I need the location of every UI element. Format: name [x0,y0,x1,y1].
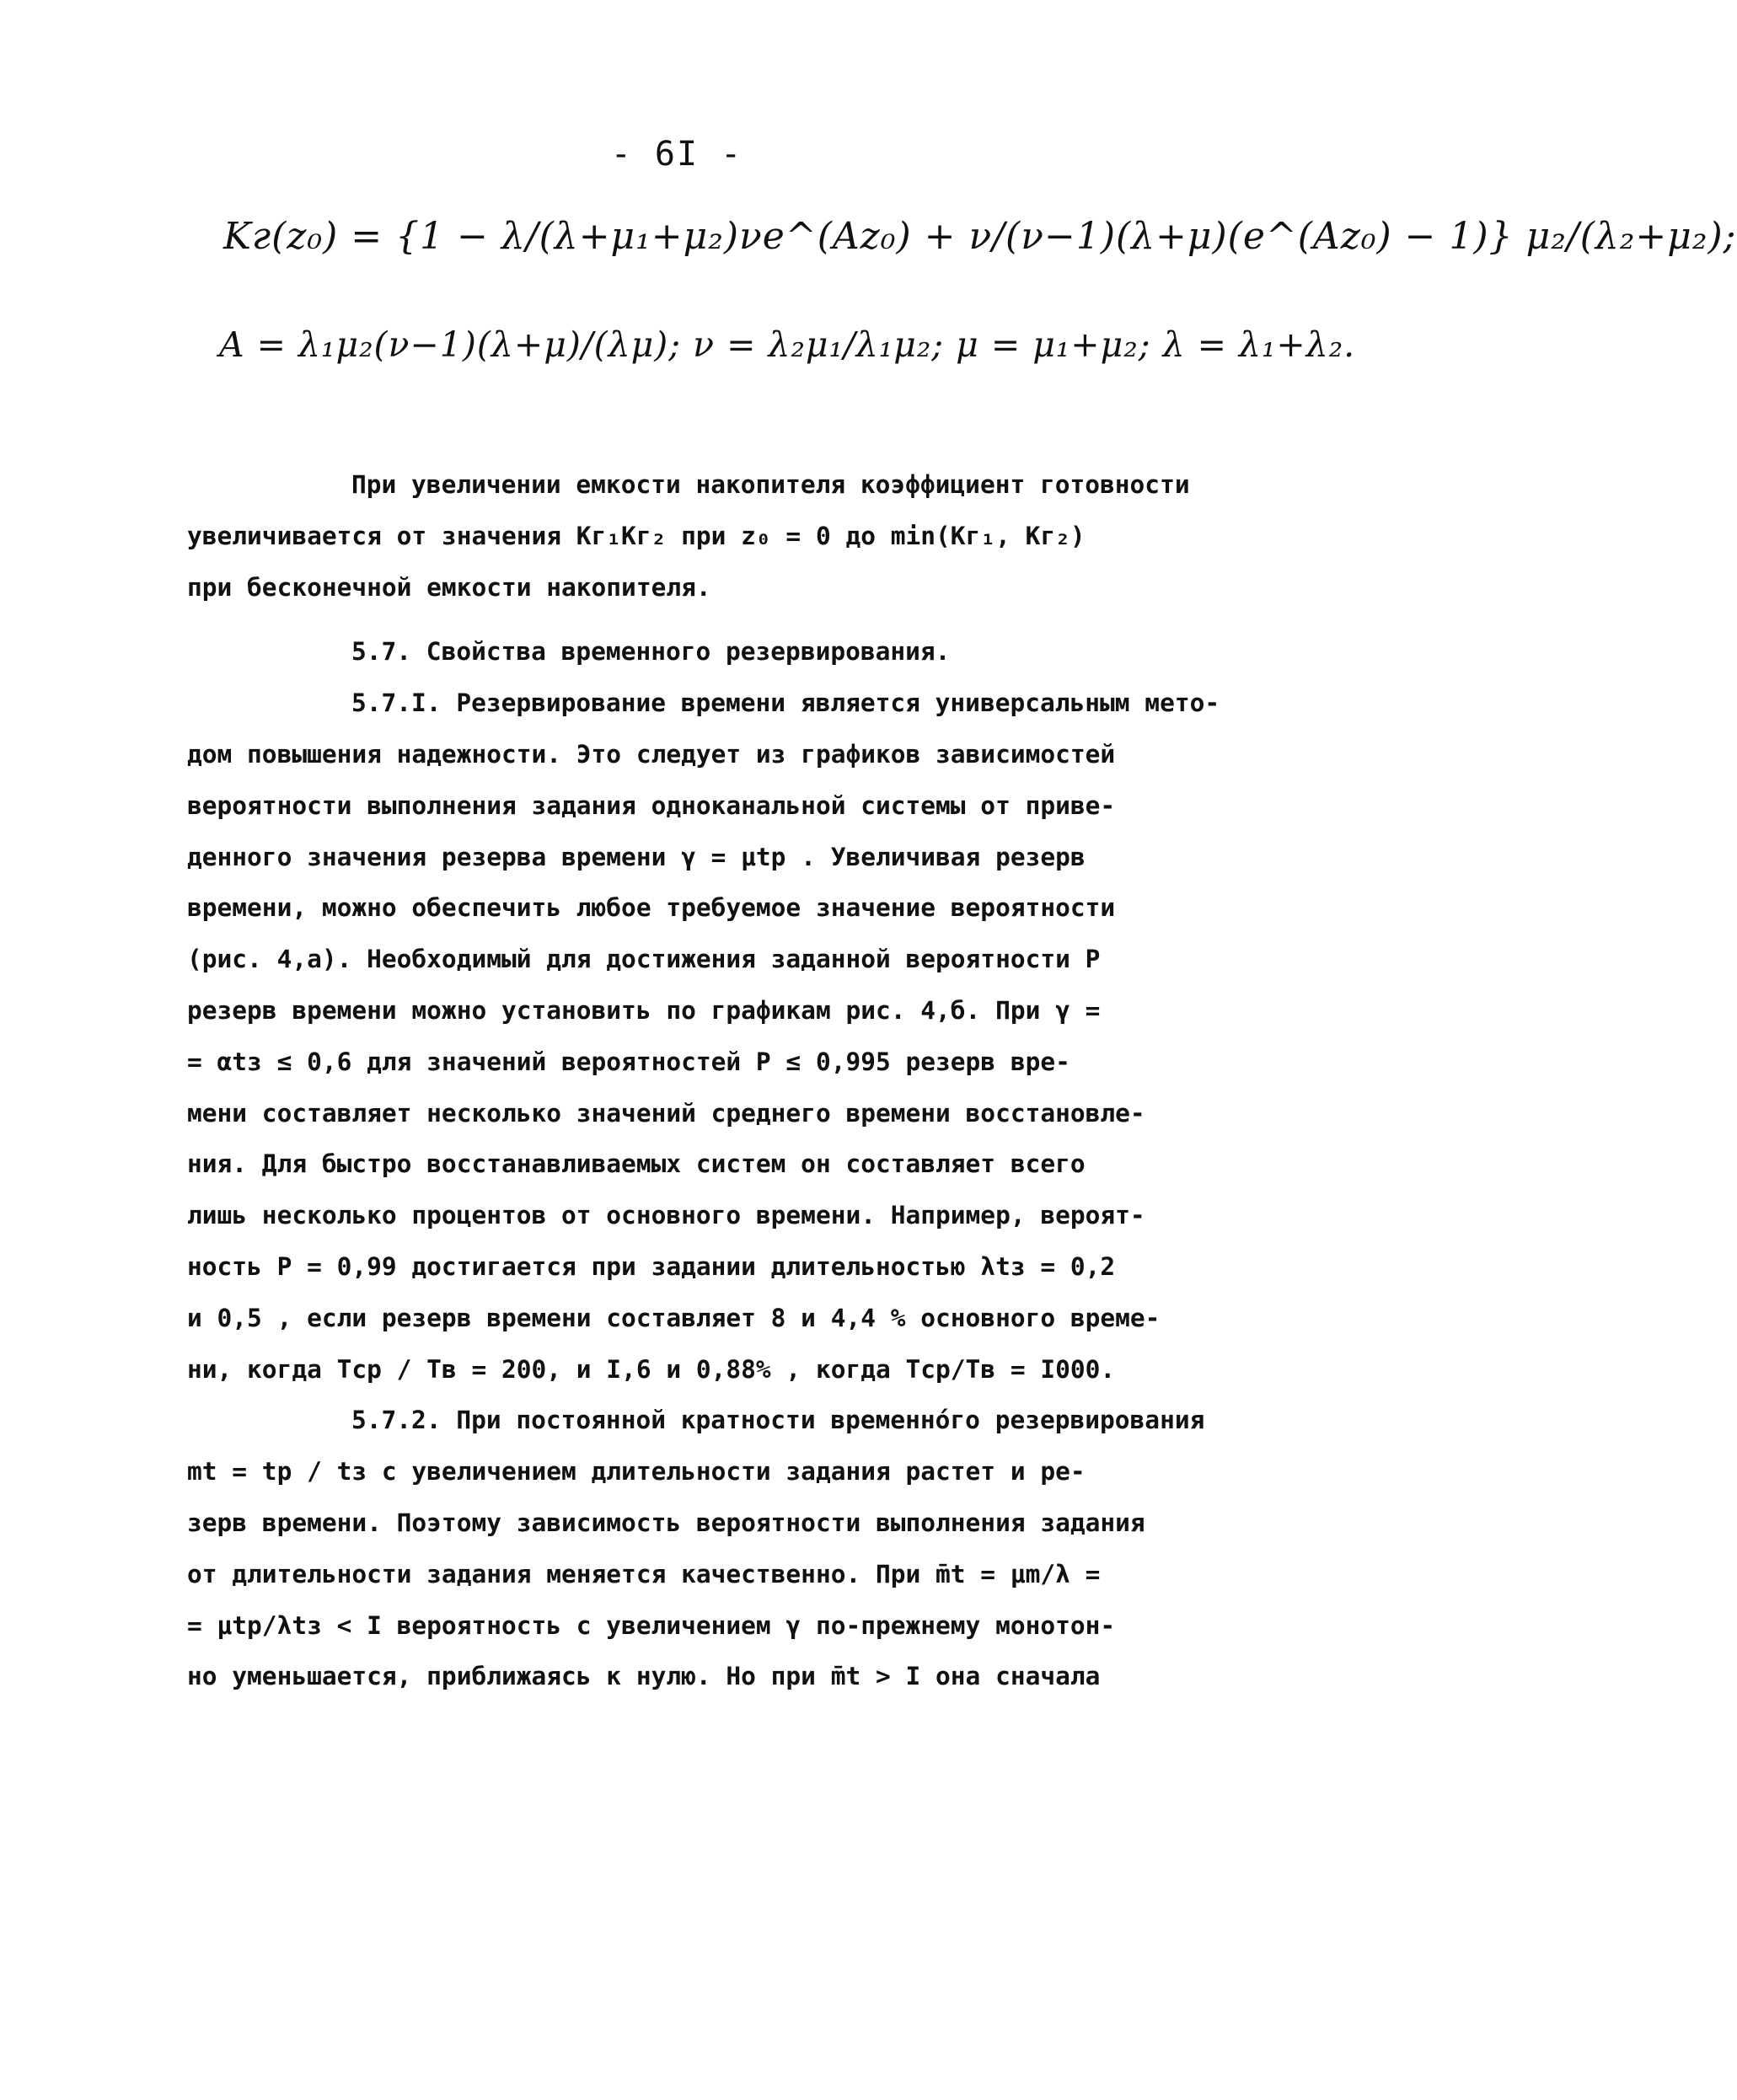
text-line: вероятности выполнения задания одноканальной системы от приве- [187,790,1116,820]
text-line: ность P = 0,99 достигается при задании длительностью λtз = 0,2 [187,1251,1116,1281]
text-line: 5.7.I. Резервирование времени является универсальным мето- [351,688,1220,718]
paragraph-3 [187,1395,1205,1702]
text-line: при бесконечной емкости накопителя. [187,572,711,602]
section-heading: 5.7. Свойства временного резервирования. [351,637,951,667]
text-line: ния. Для быстро восстанавливаемых систем он составляет всего [187,1149,1086,1179]
paragraph-1 [187,459,1190,613]
text-line: мени составляет несколько значений среднего времени восстановле- [187,1098,1145,1128]
definitions-formula: A = λ₁μ₂(ν−1)(λ+μ)/(λμ); ν = λ₂μ₁/λ₁μ₂; μ = μ₁+μ₂; λ = λ₁+λ₂. [219,324,1356,365]
paragraph-2 [187,678,1220,1395]
text-line: и 0,5 , если резерв времени составляет 8 и 4,4 % основного време- [187,1303,1161,1332]
text-line: При увеличении емкости накопителя коэффициент готовности [351,470,1190,499]
text-line: резерв времени можно установить по графикам рис. 4,б. При γ = [187,995,1101,1025]
text-line: увеличивается от значения Kг₁Kг₂ при z₀ = 0 до min(Kг₁, Kг₂) [187,521,1086,550]
text-line: = αtз ≤ 0,6 для значений вероятностей P ≤ 0,995 резерв вре- [187,1047,1070,1076]
page-number: - 6I - [610,135,743,174]
text-line: ни, когда Tср / Tв = 200, и I,6 и 0,88% , когда Tср/Tв = I000. [187,1354,1116,1384]
body-text [187,459,1220,1702]
availability-formula: Kг(z₀) = {1 − λ/(λ+μ₁+μ₂)νe^(Az₀) + ν/(ν−1)(λ+μ)(e^(Az₀) − 1)} μ₂/(λ₂+μ₂); [223,215,1737,258]
text-line: времени, можно обеспечить любое требуемое значение вероятности [187,893,1116,923]
text-line: mt = tр / tз с увеличением длительности задания растет и ре- [187,1457,1086,1487]
text-line: денного значения резерва времени γ = μtр . Увеличивая резерв [187,842,1086,871]
text-line: но уменьшается, приближаясь к нулю. Но при m̄t > I она сначала [187,1662,1101,1691]
text-line: = μtр/λtз < I вероятность с увеличением γ по-прежнему монотон- [187,1610,1116,1640]
text-line: (рис. 4,а). Необходимый для достижения заданной вероятности P [187,945,1101,974]
text-line: дом повышения надежности. Это следует из графиков зависимостей [187,739,1116,769]
text-line: 5.7.2. При постоянной кратности временнóго резервирования [351,1406,1205,1435]
text-line: лишь несколько процентов от основного времени. Например, вероят- [187,1201,1145,1230]
text-line: от длительности задания меняется качественно. При m̄t = μm/λ = [187,1559,1101,1588]
text-line: зерв времени. Поэтому зависимость вероятности выполнения задания [187,1508,1145,1537]
